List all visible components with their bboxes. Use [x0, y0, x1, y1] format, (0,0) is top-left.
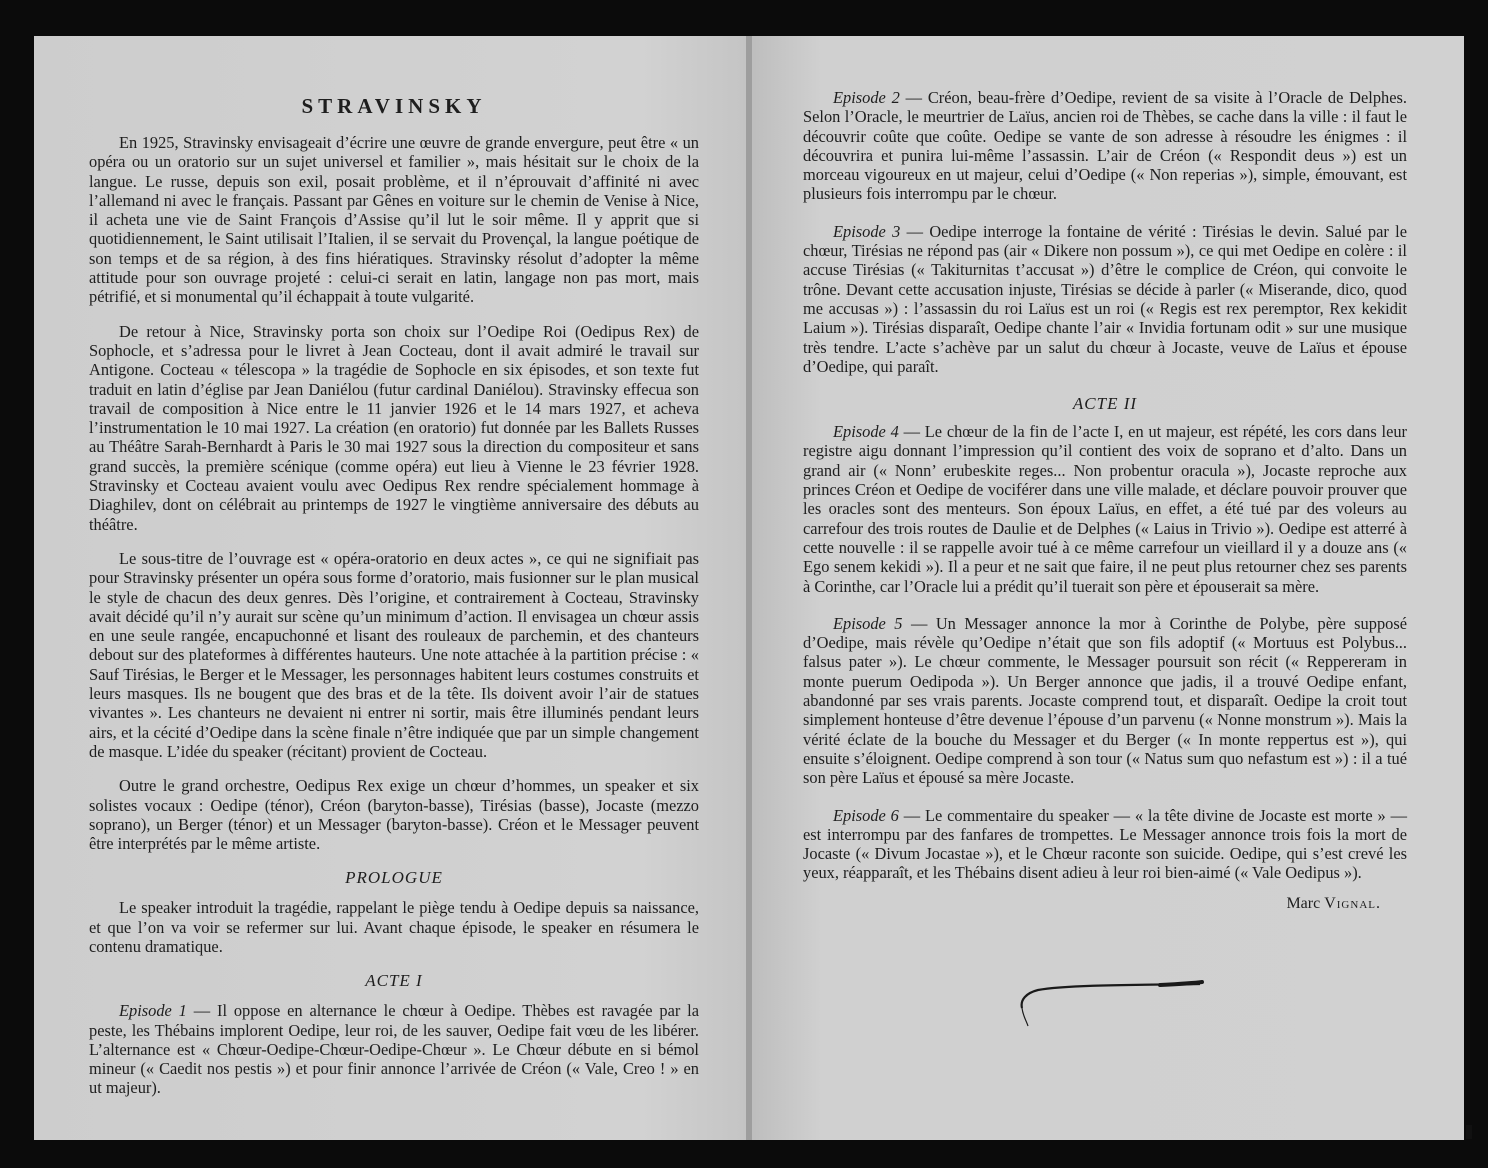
acte1-heading: ACTE I — [365, 971, 423, 991]
episode2-label: Episode 2 — [833, 88, 900, 107]
episode2-paragraph — [803, 88, 1407, 204]
paragraph-oedipe-roi: De retour à Nice, Stravinsky porta son choix sur l’Oedipe Roi (Oedipus Rex) de Sophocle, et s’adressa pour le livret à Jean Cocteau, dont il avait admiré le travail sur Antigone. Cocteau « télescopa » la tragédie de Sophocle en six épisodes, et son texte fut traduit en latin d’église par Jean Daniélou (futur cardinal Daniélou). Stravinsky effecua son travail de composition à Nice entre le 11 janvier 1926 et le 14 mars 1927, et acheva l’instrumentation le 10 mai 1927. La création (en oratorio) fut donnée par les Ballets Russes au Théâtre Sarah-Bernhardt à Paris le 30 mai 1927 sous la direction du compositeur et sans grand succès, la première scénique (comme opéra) eut lieu à Vienne le 23 février 1928. Stravinsky et Cocteau avaient voulu avec Oedipus Rex rendre spécialement hommage à Diaghilev, dont on célébrait au printemps de 1927 le vingtième anniversaire des débuts au théâtre. — [89, 321, 699, 534]
episode2-text: — Créon, beau-frère d’Oedipe, revient de sa visite à l’Oracle de Delphes. Selon l’Oracle, le meurtrier de Laïus, ancien roi de Thèbes, se cache dans la ville : il faut le découvrir coûte que coûte. Oedipe se vante de son adresse à résoudre les énigmes : il découvrira et punira lui-même l’assassin. L’air de Créon (« Respondit deus ») est un morceau vigoureux en ut majeur, celui d’Oedipe (« Non reperias »), simple, émouvant, est plusieurs fois interrompu par le chœur. — [803, 88, 1407, 204]
episode4-label: Episode 4 — [833, 422, 899, 442]
episode6-paragraph — [803, 806, 1407, 883]
episode4-paragraph — [803, 422, 1407, 596]
episode6-text: — Le commentaire du speaker — « la tête divine de Jocaste est morte » — est interrompu par des fanfares de trompettes. Le Messager annonce trois fois la mort de Jocaste (« Divum Jocastae »), et le Chœur raconte son suicide. Oedipe, qui s’est crevé les yeux, réapparaît, et les Thébains disent adieu à leur roi bien-aimé (« Vale Oedipus »). — [803, 805, 1407, 883]
episode3-label: Episode 3 — [833, 221, 901, 241]
paragraph-intro: En 1925, Stravinsky envisageait d’écrire une œuvre de grande envergure, peut être « un opéra ou un oratorio sur un sujet universel et familier », mais hésitait sur le choix de la langue. Le russe, depuis son exil, posait problème, et il n’éprouvait d’affinité ni avec l’allemand ni avec le français. Passant par Gênes en voiture sur le chemin de Venise à Nice, il acheta une vie de Saint François d’Assise qu’il lut le soir même. Il y apprit que si quotidiennement, le Saint utilisait l’Italien, il se servait du Provençal, la langue poétique de son temps et de sa région, à des fins hiératiques. Stravinsky résolut d’adopter la même attitude pour son ouvrage projeté : celui-ci serait en latin, langage non pas mort, mais pétrifié, et si monumental qu’il échappait à toute vulgarité. — [89, 133, 699, 307]
book-spine — [746, 36, 752, 1140]
episode5-paragraph — [803, 614, 1407, 788]
episode3-paragraph — [803, 222, 1407, 376]
episode5-text: — Un Messager annonce la mor à Corinthe de Polybe, père supposé d’Oedipe, mais révèle qu’Oedipe n’était que son fils adoptif (« Mortuus est Polybus... falsus pater »). Le chœur commente, le Messager poursuit son récit (« Reppereram in monte puerum Oedipoda »). Un Berger annonce que jadis, il a trouvé Oedipe enfant, abandonné par ses vrais parents. Jocaste comprend tout, et disparaît. Oedipe la croit tout simplement honteuse d’être devenue l’épouse d’un parvenu (« Nonne monstrum »). Mais la vérité éclate de la bouche du Messager et du Berger (« In monte reppertus est »), qui ensuite s’éloignent. Oedipe comprend à son tour (« Natus sum quo nefastum est ») : il a tué son père Laïus et épousé sa mère Jocaste. — [803, 613, 1407, 788]
prologue-heading: PROLOGUE — [345, 868, 443, 888]
paragraph-sous-titre: Le sous-titre de l’ouvrage est « opéra-oratorio en deux actes », ce qui ne signifiait pas pour Stravinsky présenter un opéra sous forme d’oratorio, mais fusionner sur le plan musical le style de chacun des deux genres. Dès l’origine, et contrairement à Cocteau, Stravinsky avait décidé qu’il n’y aurait sur scène qu’un minimum d’action. Il envisagea un chœur assis en une seule rangée, encapuchonné et lisant des rouleaux de parchemin, et des chanteurs debout sur des plateformes à différentes hauteurs. Une note attachée à la partition précise : « Sauf Tirésias, le Berger et le Messager, les personnages habitent leurs costumes construits et leurs masques. Ils ne bougent que des bras et de la tête. Ils doivent avoir l’air de statues vivantes ». Les chanteurs ne devaient ni entrer ni sortir, mais être illuminés pendant leurs airs, et la cécité d’Oedipe dans la scène finale n’être indiquée que par un simple changement de masque. L’idée du speaker (récitant) provient de Cocteau. — [89, 548, 699, 761]
episode4-text: — Le chœur de la fin de l’acte I, en ut majeur, est répété, les cors dans leur registre aigu donnant l’impression qu’il contient des voix de soprano et d’alto. Dans un grand air (« Nonn’ erubeskite reges... Non probentur oracula »), Jocaste reproche aux princes Créon et Oedipe de vociférer dans une ville malade, et déclare pouvoir prouver que les oracles sont des menteurs. Son époux Laïus, en effet, a été tué par des voleurs au carrefour des trois routes de Daulie et de Delphes (« Laius in Trivio »). Oedipe est atterré à cette nouvelle : il se rappelle avoir tué à ce même carrefour un vieillard il y a douze ans (« Ego senem kekidi »). Il a peur et ne sait que faire, il ne peut plus retourner chez ses parents à Corinthe, car l’Oracle lui a prédit qu’il tuerait son père et épouserait sa mère. — [803, 422, 1407, 596]
episode3-text: — Oedipe interroge la fontaine de vérité : Tirésias le devin. Salué par le chœur, Tirésias ne répond pas (air « Dikere non possum »), ce qui met Oedipe en colère : il accuse Tirésias (« Takiturnitas t’accusat ») d’être le complice de Créon, qui convoite le trône. Devant cette accusation injuste, Tirésias se décide à parler (« Miserande, dico, quod me accusas ») : l’assassin du roi Laïus est un roi (« Regis est rex peremptor, Rex kekidit Laium »). Tirésias disparaît, Oedipe chante l’air « Invidia fortunam odit » sur une musique très tendre. L’acte s’achève par un salut du chœur à Jocaste, veuve de Laïus et épouse d’Oedipe, qui paraît. — [803, 221, 1408, 376]
paragraph-orchestre: Outre le grand orchestre, Oedipus Rex exige un chœur d’hommes, un speaker et six solistes vocaux : Oedipe (ténor), Créon (baryton-basse), Tirésias (basse), Jocaste (mezzo soprano), un Berger (ténor) et un Messager (baryton-basse). Créon et le Messager peuvent être interprétés par le même artiste. — [89, 776, 699, 854]
episode1-text: — Il oppose en alternance le chœur à Oedipe. Thèbes est ravagée par la peste, les Thébains implorent Oedipe, leur roi, de les sauver, Oedipe fait vœu de les libérer. L’alternance est « Chœur-Oedipe-Chœur-Oedipe-Chœur ». Le Chœur débute en si bémol mineur (« Caedit nos pestis ») et pour finir annonce l’arrivée de Créon (« Vale, Creo ! » en ut majeur). — [89, 1001, 699, 1098]
right-column — [803, 88, 1407, 913]
episode6-label: Episode 6 — [833, 805, 899, 825]
episode1-label: Episode 1 — [119, 1001, 187, 1021]
left-column — [89, 94, 699, 1113]
signature-first-name: Marc — [1286, 894, 1321, 912]
crop-mark — [1466, 1125, 1472, 1139]
author-signature — [803, 895, 1407, 913]
signature-last-name: Vignal. — [1324, 894, 1381, 912]
episode1-paragraph — [89, 1001, 699, 1097]
prologue-text: Le speaker introduit la tragédie, rappelant le piège tendu à Oedipe depuis sa naissance, et que l’on va voir se refermer sur lui. Avant chaque épisode, le speaker en résumera le contenu dramatique. — [89, 898, 699, 956]
page-title: STRAVINSKY — [301, 94, 487, 118]
acte2-heading: ACTE II — [1072, 394, 1138, 414]
end-flourish-ornament — [1010, 976, 1210, 1036]
episode5-label: Episode 5 — [833, 613, 903, 633]
